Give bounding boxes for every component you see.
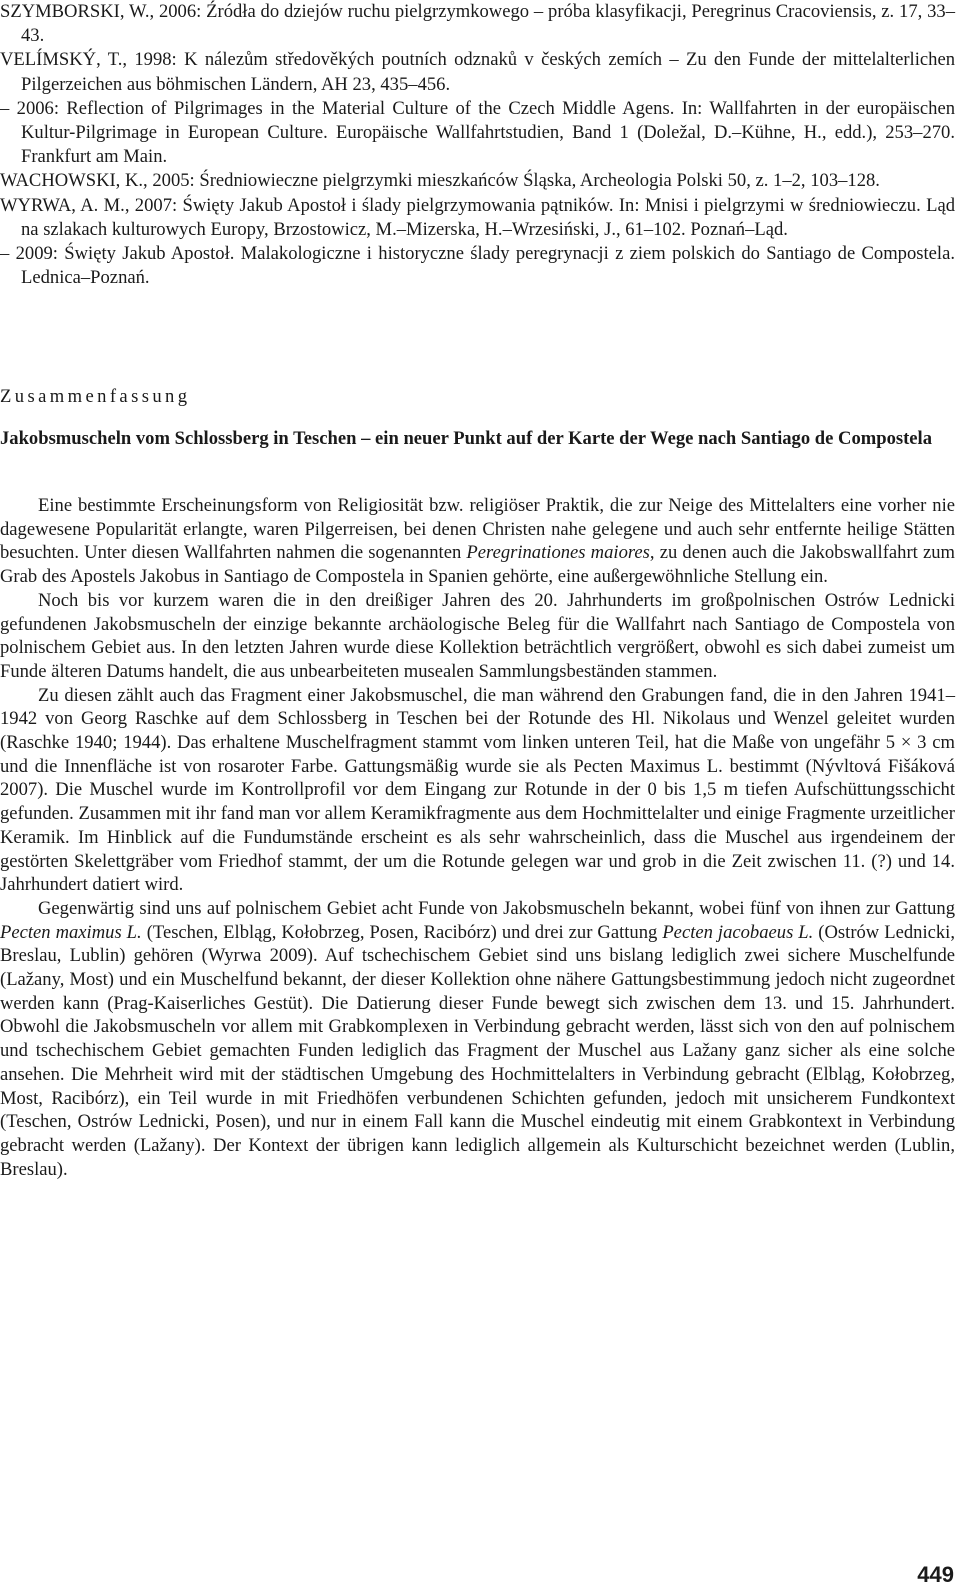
text-run: (Ostrów Lednicki, Breslau, Lublin) gehören (Wyrwa 2009). Auf tschechischem Gebiet sind uns bislang lediglich zwei sichere Muschelfunde (Lažany, Most) und ein Muschelfund bekannt, der dieser Kollektion ohne nähere Gattungsbestimmung jedoch nicht zugeordnet werden kann (Prag-Kaiserliches Gestüt). Die Datierung dieser Funde bewegt sich zwischen dem 13. und 15. Jahrhundert. Obwohl die Jakobsmuscheln vor allem mit Grabkomplexen in Verbindung gebracht werden, lässt sich von den auf polnischem und tschechischem Gebiet gemachten Funden lediglich das Fragment der Muschel aus Lažany ganz sicher als eine solche ansehen. Die Mehrheit wird mit der städtischen Umgebung des Hochmittelalters in Verbindung gebracht (Elbląg, Kołobrzeg, Most, Racibórz), ein Teil wurde in mit Friedhöfen verbundenen Schichten gefunden, jedoch mit unsicherem Fundkontext (Teschen, Ostrów Lednicki, Posen), und nur in einem Fall kann die Muschel eindeutig mit einem Grabkontext in Verbindung gebracht werden (Lažany). Der Kontext der übrigen kann lediglich allgemein als Kulturschicht bezeichnet werden (Lublin, Breslau). <box>0 921 955 1180</box>
summary-paragraph: Zu diesen zählt auch das Fragment einer Jakobsmuschel, die man während den Grabungen fand, die in den Jahren 1941–1942 von Georg Raschke auf dem Schlossberg in Teschen bei der Rotunde des Hl. Nikolaus und Wenzel geleitet wurden (Raschke 1940; 1944). Das erhaltene Muschelfragment stammt vom linken unteren Teil, hat die Maße von ungefähr 5 × 3 cm und die Innenfläche ist von rosaroter Farbe. Gattungsmäßig wurde sie als Pecten Maximus L. bestimmt (Nývltová Fišáková 2007). Die Muschel wurde im Kontrollprofil vor dem Eingang zur Rotunde in der 0 bis 1,5 m tiefen Aufschüttungsschicht gefunden. Zusammen mit ihr fand man vor allem Keramikfragmente aus dem Hochmittelalter und einige Fragmente urzeitlicher Keramik. Im Hinblick auf die Fundumstände erscheint es als sehr wahrscheinlich, dass die Muschel aus irgendeinem der gestörten Skelettgräber vom Friedhof stammt, der um die Rotunde gelegen war und grob in die Zeit zwischen 11. (?) und 14. Jahrhundert datiert wird. <box>0 684 955 896</box>
italic-term: Peregrinationes maiores <box>466 542 650 564</box>
bibliography <box>0 0 955 290</box>
summary-title: Jakobsmuscheln vom Schlossberg in Teschen – ein neuer Punkt auf der Karte der Wege nach Santiago de Compostela <box>0 428 933 449</box>
summary-paragraph <box>0 494 955 589</box>
reference-entry: SZYMBORSKI, W., 2006: Źródła do dziejów ruchu pielgrzymkowego – próba klasyfikacji, Peregrinus Cracoviensis, z. 17, 33–43. <box>0 1 955 47</box>
text-run: Gegenwärtig sind uns auf polnischem Gebiet acht Funde von Jakobsmuscheln bekannt, wobei fünf von ihnen zur Gattung <box>38 897 955 919</box>
text-run: Eine bestimmte Erscheinungsform von Religiosität bzw. religiöser Praktik, die zur Neige des Mittelalters eine vorher nie dagewesene Popularität erlangte, waren Pilgerreisen, bei denen Christen nahe gelegene und auch sehr entfernte heilige Stätten besuchten. Unter diesen Wallfahrten nahmen die sogenannten <box>0 495 955 564</box>
reference-entry: – 2006: Reflection of Pilgrimages in the Material Culture of the Czech Middle Agens. In: Wallfahrten in der europäischen Kultur-Pilgrimage in European Culture. Europäische Wallfahrtstudien, Band 1 (Doležal, D.–Kühne, H., edd.), 253–270. Frankfurt am Main. <box>0 97 955 168</box>
reference-entry: VELÍMSKÝ, T., 1998: K nálezům středověkých poutních odznaků v českých zemích – Zu den Funde der mittelalterlichen Pilgerzeichen aus böhmischen Ländern, AH 23, 435–456. <box>0 49 955 95</box>
summary-body <box>0 494 955 1181</box>
text-run: (Teschen, Elbląg, Kołobrzeg, Posen, Racibórz) und drei zur Gattung <box>141 921 663 943</box>
summary-paragraph <box>0 897 955 1181</box>
reference-entry: WACHOWSKI, K., 2005: Średniowieczne pielgrzymki mieszkańców Śląska, Archeologia Polski 50, z. 1–2, 103–128. <box>0 170 880 192</box>
italic-term: Pecten jacobaeus L. <box>662 921 814 943</box>
reference-entry: – 2009: Święty Jakub Apostoł. Malakologiczne i historyczne ślady peregrynacji z ziem polskich do Santiago de Compostela. Lednica–Poznań. <box>0 243 955 289</box>
summary-paragraph: Noch bis vor kurzem waren die in den dreißiger Jahren des 20. Jahrhunderts im großpolnischen Ostrów Lednicki gefundenen Jakobsmuscheln der einzige bekannte archäologische Beleg für die Wallfahrt nach Santiago de Compostela von polnischem Gebiet aus. In den letzten Jahren wurde diese Kollektion beträchtlich vergrößert, obwohl es sich dabei zumeist um Funde älteren Datums handelt, die aus unbearbeiteten musealen Sammlungsbeständen stammen. <box>0 589 955 682</box>
reference-entry: WYRWA, A. M., 2007: Święty Jakub Apostoł i ślady pielgrzymowania pątników. In: Mnisi i pielgrzymi w średniowieczu. Ląd na szlakach kulturowych Europy, Brzostowicz, M.–Mizerska, H.–Wrzesiński, J., 61–102. Poznań–Ląd. <box>0 194 955 240</box>
italic-term: Pecten maximus L. <box>0 921 142 943</box>
text-run: , zu denen auch die Jakobswallfahrt zum Grab des Apostels Jakobus in Santiago de Compostela in Spanien gehörte, eine außergewöhnliche Stellung ein. <box>0 542 955 588</box>
section-label: Zusammenfassung <box>0 386 191 407</box>
page-number: 449 <box>917 1562 954 1587</box>
